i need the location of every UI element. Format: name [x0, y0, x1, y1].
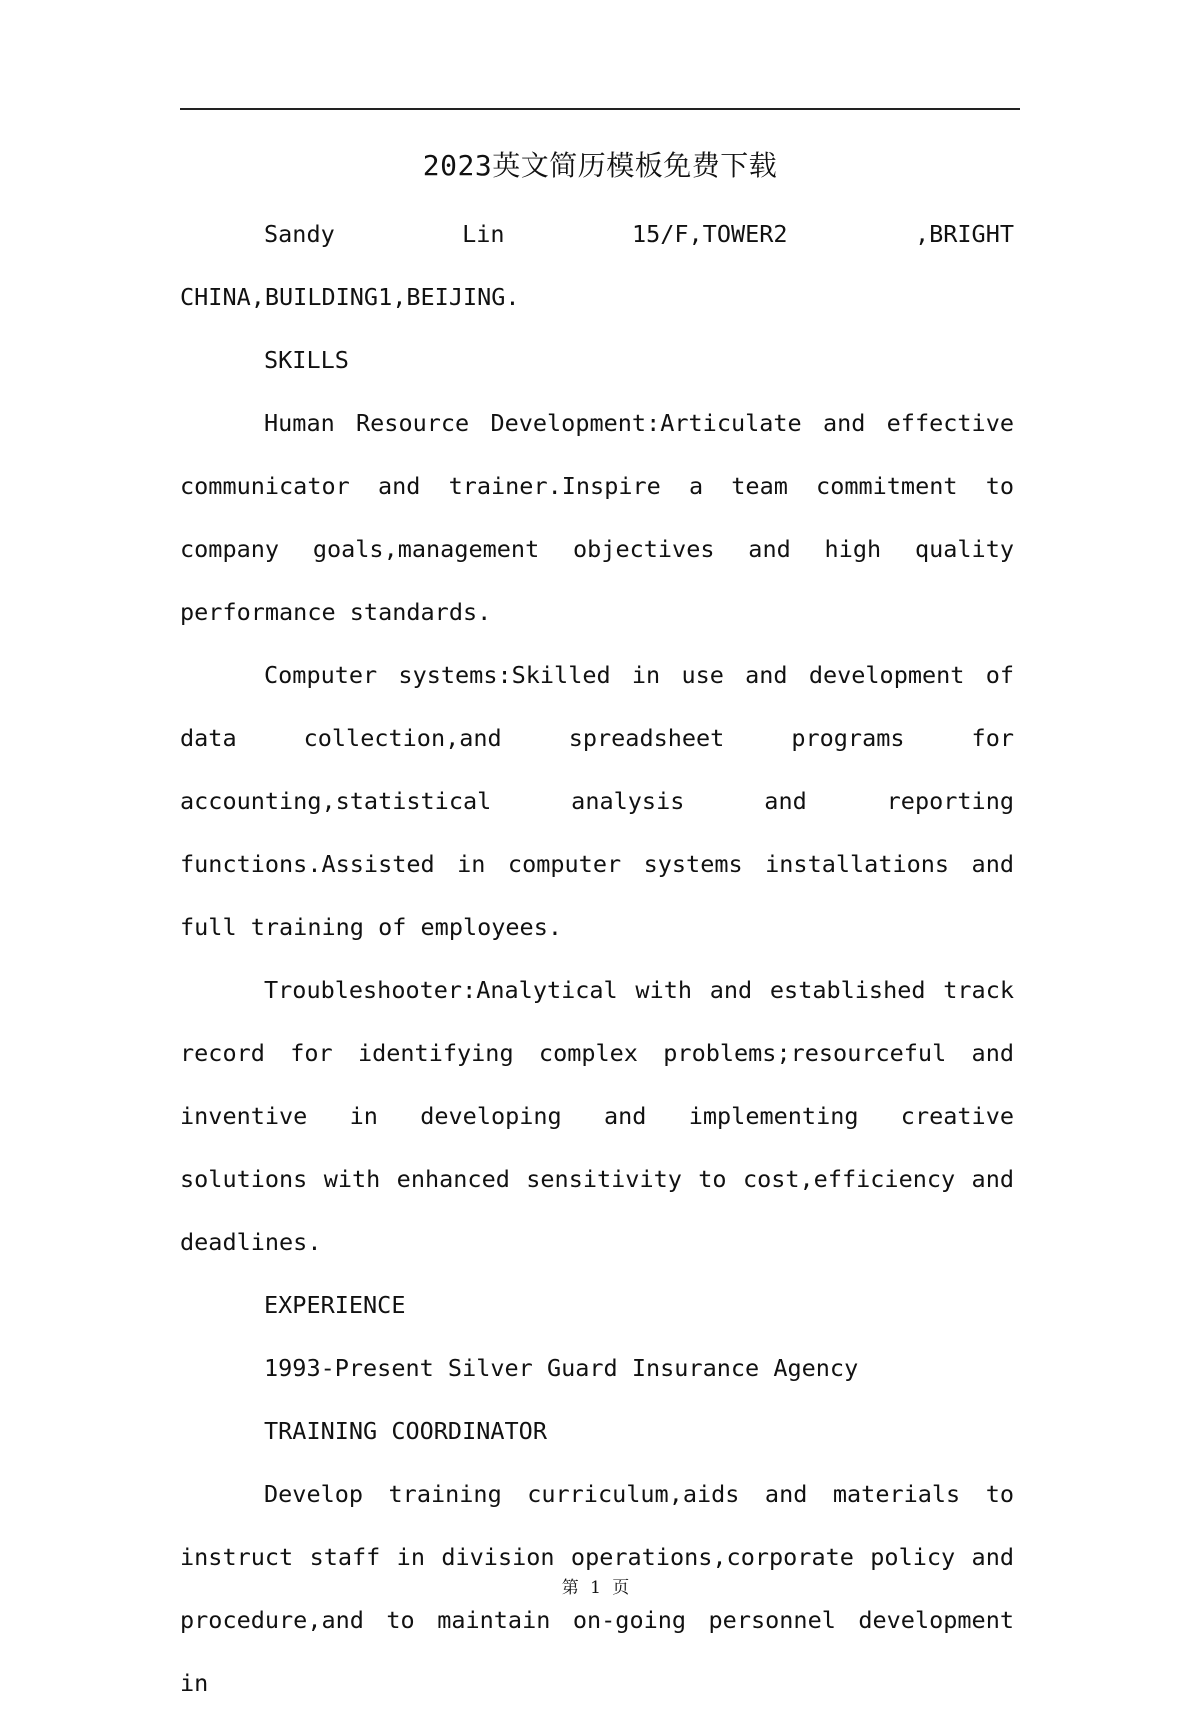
experience-job-title: TRAINING COORDINATOR	[264, 1417, 547, 1445]
section-heading-skills: SKILLS	[264, 346, 349, 374]
skill-paragraph-computer: Computer systems:Skilled in use and development of data collection,and spreadsheet programs for accounting,statistical analysis and reporting functions.Assisted in computer systems installations and full training of employees.	[180, 661, 1014, 941]
experience-description: Develop training curriculum,aids and materials to instruct staff in division operations,corporate policy and procedure,and to maintain on-going personnel development in	[180, 1480, 1014, 1697]
document-title: 2023英文简历模板免费下载	[422, 149, 778, 182]
contact-line: Sandy Lin 15/F,TOWER2 ,BRIGHT CHINA,BUILDING1,BEIJING.	[180, 220, 1014, 311]
section-heading-experience: EXPERIENCE	[264, 1291, 406, 1319]
experience-employer-line: 1993-Present Silver Guard Insurance Agency	[264, 1354, 859, 1382]
page-number-footer: 第 1 页	[561, 1578, 630, 1598]
header-rule	[180, 108, 1020, 110]
skill-paragraph-hr: Human Resource Development:Articulate and effective communicator and trainer.Inspire a team commitment to company goals,management objectives and high quality performance standards.	[180, 409, 1014, 626]
document-body	[180, 203, 1014, 1715]
skill-paragraph-troubleshooter: Troubleshooter:Analytical with and established track record for identifying complex problems;resourceful and inventive in developing and implementing creative solutions with enhanced sensitivity to cost,efficiency and deadlines.	[180, 976, 1014, 1256]
